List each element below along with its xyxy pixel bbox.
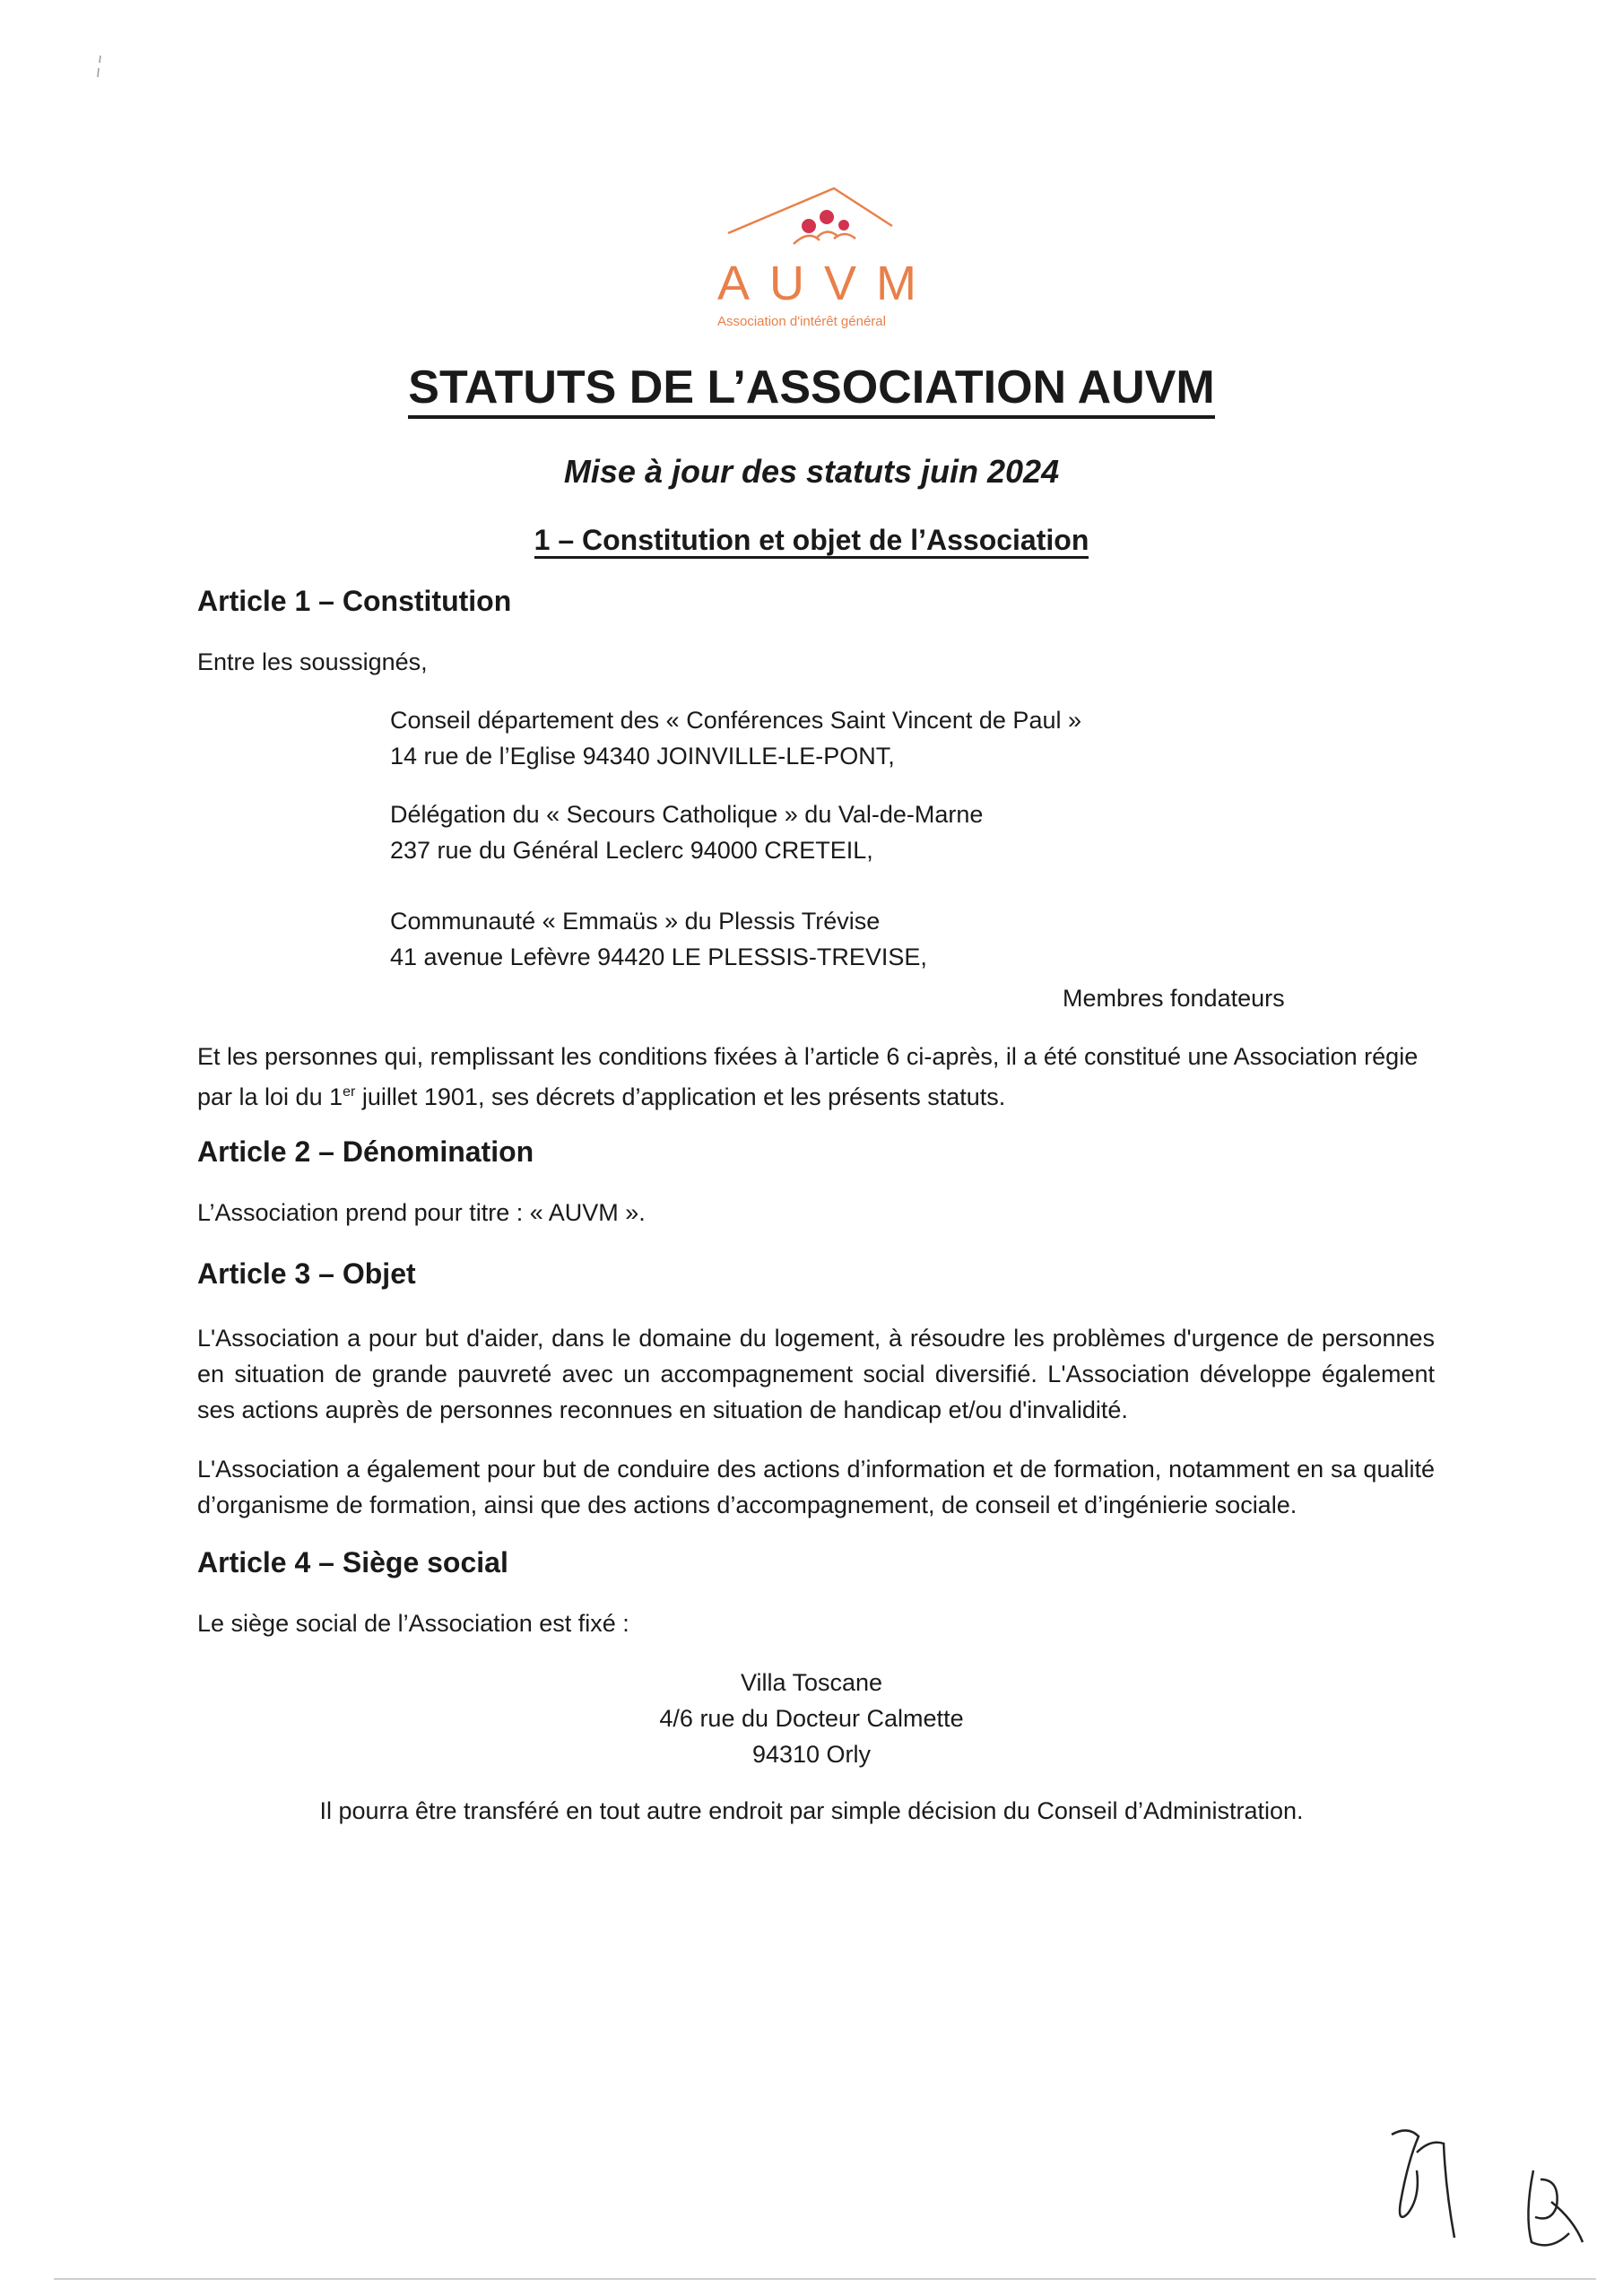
article-4-closing: Il pourra être transféré en tout autre endroit par simple décision du Conseil d’Administration. — [319, 1797, 1304, 1824]
body-text: juillet 1901, ses décrets d’application et les présents statuts. — [355, 1083, 1006, 1110]
document-subtitle: Mise à jour des statuts juin 2024 — [563, 453, 1060, 490]
founder-address: 237 rue du Général Leclerc 94000 CRETEIL, — [390, 837, 873, 864]
logo-subtitle: Association d'intérêt général — [717, 314, 886, 329]
article-3-heading: Article 3 – Objet — [197, 1257, 416, 1290]
founder-item — [390, 903, 927, 975]
logo-letters: AUVM — [717, 257, 937, 310]
document-title — [0, 361, 1623, 414]
auvm-logo — [708, 179, 937, 341]
document-title-text: STATUTS DE L’ASSOCIATION AUVM — [408, 361, 1214, 419]
founder-item — [390, 796, 983, 868]
footer-rule — [54, 2278, 1596, 2280]
address-line: Villa Toscane — [740, 1669, 883, 1696]
article-2-heading: Article 2 – Dénomination — [197, 1135, 534, 1168]
handwritten-initials — [1381, 2117, 1596, 2260]
founder-item — [390, 702, 1081, 774]
superscript: er — [343, 1084, 356, 1100]
article-3-paragraph: L'Association a également pour but de conduire des actions d’information et de formation, notamment en sa qualité d’organisme de formation, ainsi que des actions d’accompagnement, de conseil et d’ingénierie sociale. — [197, 1456, 1435, 1518]
article-1-heading: Article 1 – Constitution — [197, 585, 512, 617]
article-1-body-line: Et les personnes qui, remplissant les conditions fixées à l’article 6 ci-après, il a été constitué une Association régie — [197, 1043, 1419, 1070]
article-4-heading: Article 4 – Siège social — [197, 1546, 508, 1578]
founder-address: 41 avenue Lefèvre 94420 LE PLESSIS-TREVISE, — [390, 944, 927, 970]
article-4-intro: Le siège social de l’Association est fixé : — [197, 1610, 629, 1637]
section-title — [0, 524, 1623, 557]
founder-name: Conseil département des « Conférences Saint Vincent de Paul » — [390, 707, 1081, 734]
founder-name: Communauté « Emmaüs » du Plessis Trévise — [390, 908, 881, 935]
article-1-intro: Entre les soussignés, — [197, 648, 428, 675]
article-1-body — [197, 1039, 1435, 1115]
address-line: 4/6 rue du Docteur Calmette — [659, 1705, 964, 1732]
logo-roof-icon — [708, 179, 924, 260]
headquarters-address — [0, 1665, 1623, 1772]
scan-mark — [94, 54, 105, 81]
section-title-text: 1 – Constitution et objet de l’Association — [534, 524, 1089, 559]
body-text: par la loi du 1 — [197, 1083, 343, 1110]
article-3-paragraph: L'Association a pour but d'aider, dans le domaine du logement, à résoudre les problèmes d'urgence de personnes en situation de grande pauvreté avec un accompagnement social diversifié. L'Association développe également ses actions auprès de personnes reconnues en situation de handicap et/ou d'invalidité. — [197, 1325, 1435, 1423]
founder-address: 14 rue de l’Eglise 94340 JOINVILLE-LE-PONT, — [390, 743, 895, 770]
article-1-body-line — [197, 1074, 1435, 1115]
founders-label: Membres fondateurs — [1063, 985, 1285, 1012]
address-line: 94310 Orly — [751, 1741, 872, 1768]
founder-name: Délégation du « Secours Catholique » du Val-de-Marne — [390, 801, 984, 828]
article-2-body: L’Association prend pour titre : « AUVM ». — [197, 1199, 646, 1226]
